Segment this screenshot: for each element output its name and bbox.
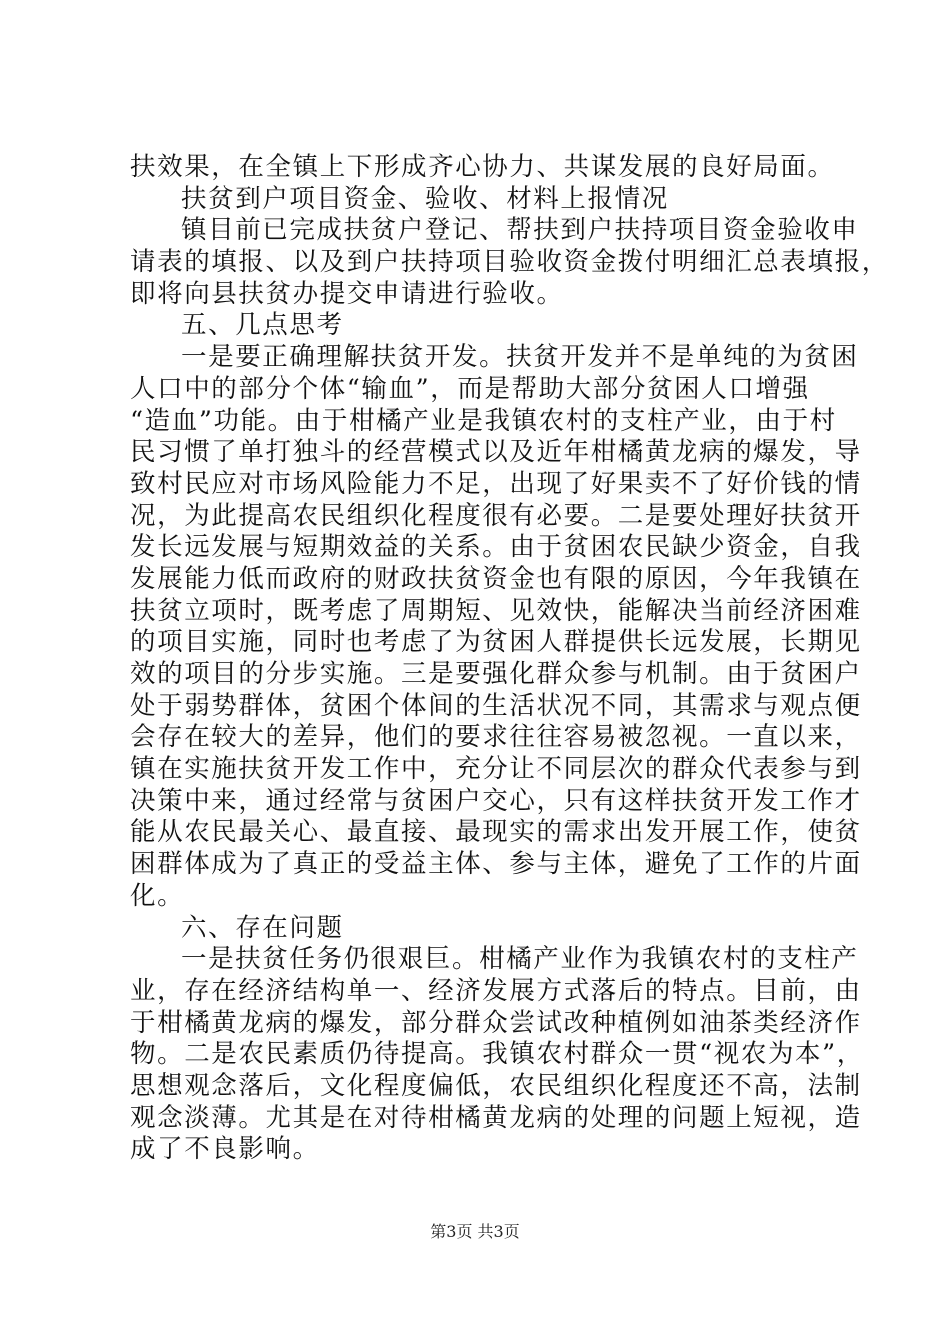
text-line: 化。 bbox=[130, 880, 185, 911]
text-line: 处于弱势群体，贫困个体间的生活状况不同，其需求与观点便 bbox=[130, 690, 862, 721]
text-line: 镇在实施扶贫开发工作中，充分让不同层次的群众代表参与到 bbox=[130, 754, 862, 785]
text-line: 扶效果，在全镇上下形成齐心协力、共谋发展的良好局面。 bbox=[130, 152, 835, 182]
text-line: 会存在较大的差异，他们的要求往往容易被忽视。一直以来， bbox=[130, 722, 862, 753]
text-line: 于柑橘黄龙病的爆发，部分群众尝试改种植例如油茶类经济作 bbox=[130, 1007, 862, 1038]
text-line: 致村民应对市场风险能力不足，出现了好果卖不了好价钱的情 bbox=[130, 468, 862, 499]
document-body bbox=[130, 152, 889, 1166]
text-line: 况，为此提高农民组织化程度很有必要。二是要处理好扶贫开 bbox=[130, 500, 862, 531]
text-line: 请表的填报、以及到户扶持项目验收资金拨付明细汇总表填报， bbox=[130, 247, 889, 278]
text-line: 民习惯了单打独斗的经营模式以及近年柑橘黄龙病的爆发，导 bbox=[130, 437, 862, 468]
text-line: 业，存在经济结构单一、经济发展方式落后的特点。目前，由 bbox=[130, 975, 862, 1006]
text-line: 观念淡薄。尤其是在对待柑橘黄龙病的处理的问题上短视，造 bbox=[130, 1102, 862, 1133]
text-line: 扶贫立项时，既考虑了周期短、见效快，能解决当前经济困难 bbox=[130, 595, 862, 626]
page-number: 第3页 共3页 bbox=[430, 1222, 520, 1241]
text-line: 效的项目的分步实施。三是要强化群众参与机制。由于贫困户 bbox=[130, 659, 862, 689]
text-line: 镇目前已完成扶贫户登记、帮扶到户扶持项目资金验收申 bbox=[181, 215, 859, 246]
text-line: 即将向县扶贫办提交申请进行验收。 bbox=[130, 278, 564, 309]
section-heading: 五、几点思考 bbox=[181, 310, 344, 341]
text-line: 发长远发展与短期效益的关系。由于贫困农民缺少资金，自我 bbox=[130, 532, 862, 563]
text-line: 的项目实施，同时也考虑了为贫困人群提供长远发展，长期见 bbox=[130, 627, 862, 658]
text-line: “造血”功能。由于柑橘产业是我镇农村的支柱产业，由于村 bbox=[130, 405, 837, 436]
text-line: 人口中的部分个体“输血”，而是帮助大部分贫困人口增强 bbox=[130, 373, 810, 404]
text-line: 发展能力低而政府的财政扶贫资金也有限的原因，今年我镇在 bbox=[130, 563, 862, 594]
page-footer bbox=[0, 1219, 950, 1242]
text-line: 一是扶贫任务仍很艰巨。柑橘产业作为我镇农村的支柱产 bbox=[181, 944, 859, 975]
section-heading: 六、存在问题 bbox=[181, 912, 344, 943]
text-line: 能从农民最关心、最直接、最现实的需求出发开展工作，使贫 bbox=[130, 817, 862, 848]
text-line: 困群体成为了真正的受益主体、参与主体，避免了工作的片面 bbox=[130, 849, 862, 880]
text-line: 物。二是农民素质仍待提高。我镇农村群众一贯“视农为本”， bbox=[130, 1039, 864, 1070]
text-line: 成了不良影响。 bbox=[130, 1134, 320, 1165]
text-line: 思想观念落后，文化程度偏低，农民组织化程度还不高，法制 bbox=[130, 1070, 862, 1101]
text-line: 决策中来，通过经常与贫困户交心，只有这样扶贫开发工作才 bbox=[130, 785, 862, 816]
text-line: 扶贫到户项目资金、验收、材料上报情况 bbox=[181, 183, 669, 214]
text-line: 一是要正确理解扶贫开发。扶贫开发并不是单纯的为贫困 bbox=[181, 342, 859, 373]
